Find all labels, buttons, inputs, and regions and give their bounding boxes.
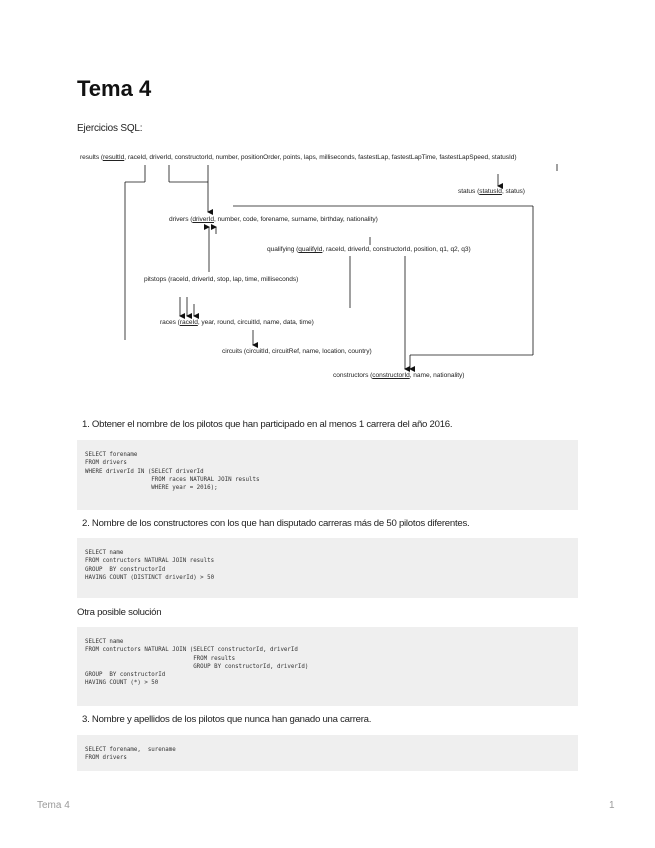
code-block-1: SELECT forename FROM drivers WHERE driverId IN (SELECT driverId FROM races NATURAL JOIN results WHERE year = 2016); xyxy=(77,440,578,510)
code-block-3: SELECT forename, surename FROM drivers xyxy=(77,735,578,771)
table-pitstops: pitstops (raceId, driverId, stop, lap, time, milliseconds) xyxy=(144,276,299,283)
table-results: results (resultId, raceId, driverId, constructorId, number, positionOrder, points, laps, milliseconds, fastestLap, fastestLapTime, fastestLapSpeed, statusId) xyxy=(80,154,517,161)
question-1: 1. Obtener el nombre de los pilotos que han participado en al menos 1 carrera del año 2016. xyxy=(82,419,453,430)
question-3: 3. Nombre y apellidos de los pilotos que nunca han ganado una carrera. xyxy=(82,714,372,725)
table-status: status (statusId, status) xyxy=(458,188,525,195)
table-drivers: drivers (driverId, number, code, forename, surname, birthday, nationality) xyxy=(169,216,378,223)
page-title: Tema 4 xyxy=(77,76,152,101)
footer-title: Tema 4 xyxy=(37,800,70,811)
code-block-2: SELECT name FROM contructors NATURAL JOIN results GROUP BY constructorId HAVING COUNT (DISTINCT driverId) > 50 xyxy=(77,538,578,598)
page-number: 1 xyxy=(609,800,615,811)
table-constructors: constructors (constructorId, name, nationality) xyxy=(333,372,465,379)
alternative-label: Otra posible solución xyxy=(77,607,162,618)
table-qualifying: qualifying (qualifyId, raceId, driverId, constructorId, position, q1, q2, q3) xyxy=(267,246,471,253)
table-races: races (raceId, year, round, circuitId, name, data, time) xyxy=(160,319,314,326)
section-subtitle: Ejercicios SQL: xyxy=(77,123,143,134)
code-block-alternative: SELECT name FROM contructors NATURAL JOIN (SELECT constructorId, driverId FROM results GROUP BY constructorId, driverId) GROUP BY constructorId HAVING COUNT (*) > 50 xyxy=(77,627,578,706)
question-2: 2. Nombre de los constructores con los que han disputado carreras más de 50 pilotos diferentes. xyxy=(82,518,470,529)
relationship-lines xyxy=(0,0,655,400)
table-circuits: circuits (circuitId, circuitRef, name, location, country) xyxy=(222,348,372,355)
